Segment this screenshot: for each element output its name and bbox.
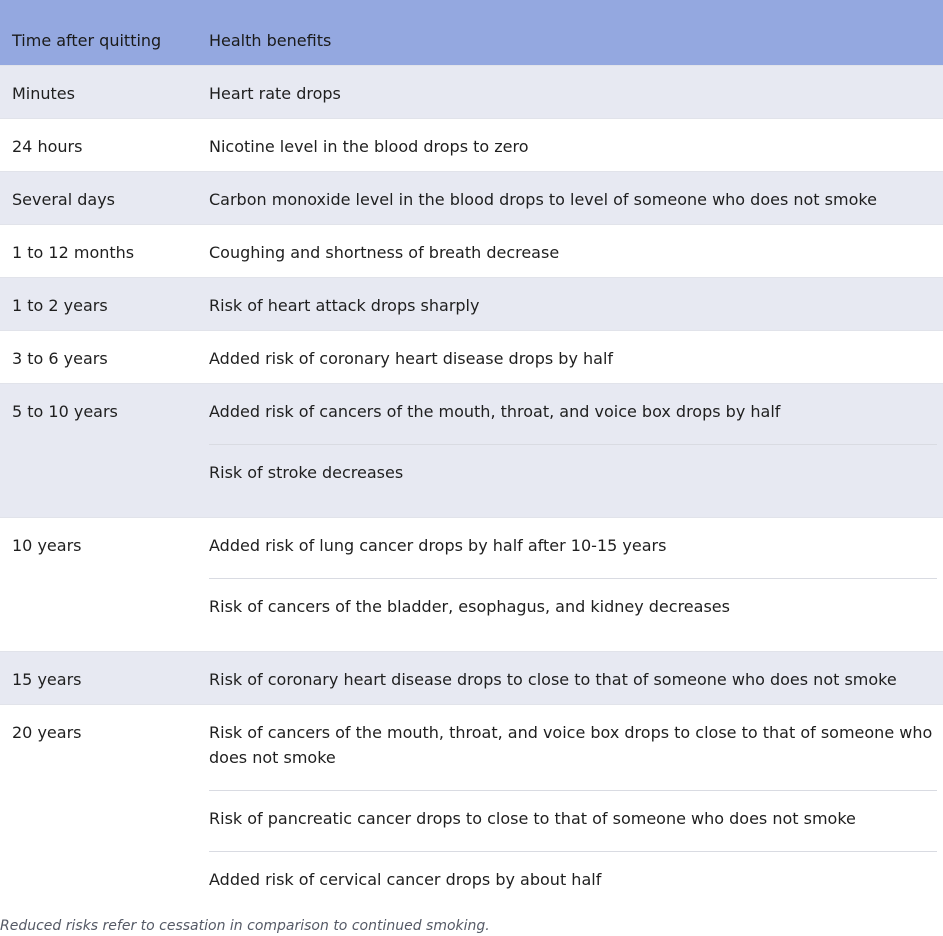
table-row <box>0 517 943 651</box>
table-row <box>0 65 943 118</box>
benefit-item: Risk of heart attack drops sharply <box>209 295 480 315</box>
benefit-item: Added risk of cervical cancer drops by about half <box>209 869 602 889</box>
benefit-cell <box>197 65 943 118</box>
benefit-item: Heart rate drops <box>209 83 341 103</box>
header-health-benefits: Health benefits <box>197 0 943 65</box>
time-cell: 3 to 6 years <box>0 330 197 383</box>
benefit-cell <box>197 517 943 651</box>
benefit-item: Added risk of coronary heart disease drops by half <box>209 348 614 368</box>
table-row <box>0 330 943 383</box>
time-cell: 20 years <box>0 704 197 924</box>
time-cell: 10 years <box>0 517 197 651</box>
benefit-item: Risk of cancers of the bladder, esophagus, and kidney decreases <box>209 596 730 616</box>
time-cell: Minutes <box>0 65 197 118</box>
benefit-cell <box>197 171 943 224</box>
table-row <box>0 704 943 924</box>
table-row <box>0 224 943 277</box>
benefit-item: Risk of cancers of the mouth, throat, and voice box drops to close to that of someone who does not smoke <box>209 705 937 791</box>
time-cell: 5 to 10 years <box>0 383 197 517</box>
benefit-item: Nicotine level in the blood drops to zero <box>209 136 529 156</box>
table-row <box>0 171 943 224</box>
benefit-item: Added risk of cancers of the mouth, throat, and voice box drops by half <box>209 384 937 445</box>
benefit-item: Coughing and shortness of breath decrease <box>209 242 560 262</box>
table-row <box>0 118 943 171</box>
benefit-item: Risk of coronary heart disease drops to close to that of someone who does not smoke <box>209 669 897 689</box>
benefit-cell <box>197 330 943 383</box>
table-row <box>0 651 943 704</box>
header-time-after-quitting: Time after quitting <box>0 0 197 65</box>
benefit-cell <box>197 118 943 171</box>
benefit-cell <box>197 651 943 704</box>
time-cell: 1 to 12 months <box>0 224 197 277</box>
footnote: Reduced risks refer to cessation in comparison to continued smoking. <box>0 918 490 934</box>
benefit-cell <box>197 277 943 330</box>
table-row <box>0 277 943 330</box>
time-cell: 15 years <box>0 651 197 704</box>
time-cell: 24 hours <box>0 118 197 171</box>
table-row <box>0 383 943 517</box>
benefit-cell <box>197 224 943 277</box>
benefit-cell <box>197 383 943 517</box>
time-cell: 1 to 2 years <box>0 277 197 330</box>
time-cell: Several days <box>0 171 197 224</box>
benefit-item: Added risk of lung cancer drops by half after 10-15 years <box>209 518 937 579</box>
table-header-row <box>0 0 943 65</box>
benefit-item: Carbon monoxide level in the blood drops to level of someone who does not smoke <box>209 189 877 209</box>
benefit-item: Risk of pancreatic cancer drops to close to that of someone who does not smoke <box>209 791 937 852</box>
benefit-cell <box>197 704 943 924</box>
benefit-item: Risk of stroke decreases <box>209 462 404 482</box>
